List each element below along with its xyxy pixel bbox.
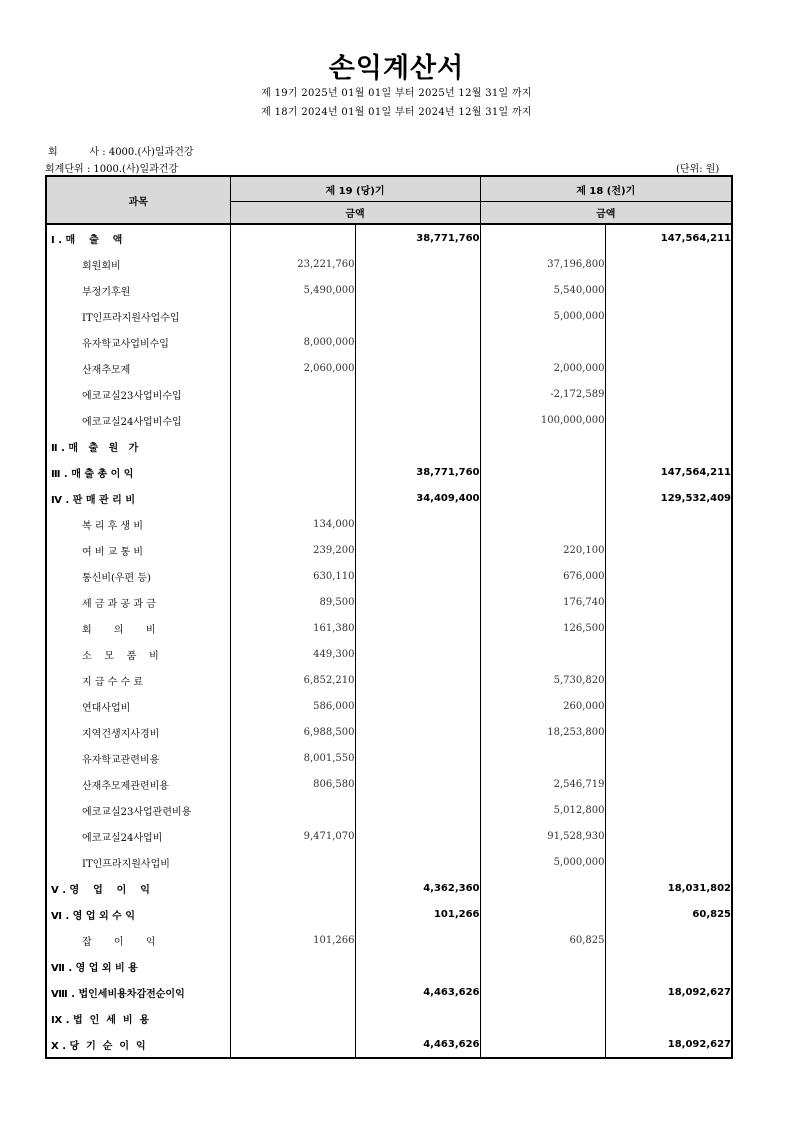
account-label: Ⅸ . 법 인 세 비 용: [46, 1005, 230, 1031]
account-label: 지역건생지사경비: [46, 719, 230, 745]
current-detail-amount: [230, 1005, 355, 1031]
account-label: 회원회비: [46, 251, 230, 277]
prior-total-amount: [605, 1005, 732, 1031]
prior-total-amount: [605, 381, 732, 407]
section-row: [46, 901, 732, 927]
prior-total-amount: [605, 329, 732, 355]
current-detail-amount: [230, 953, 355, 979]
prior-detail-amount: [480, 329, 605, 355]
current-total-amount: [355, 407, 480, 433]
prior-total-amount: 18,092,627: [605, 1031, 732, 1058]
prior-detail-amount: [480, 745, 605, 771]
section-row: [46, 485, 732, 511]
account-label: 에코교실23사업비수입: [46, 381, 230, 407]
current-detail-amount: [230, 224, 355, 251]
period-current: 제 19기 2025년 01월 01일 부터 2025년 12월 31일 까지: [261, 88, 532, 99]
current-total-amount: 38,771,760: [355, 224, 480, 251]
prior-detail-amount: 5,000,000: [480, 303, 605, 329]
prior-detail-amount: [480, 979, 605, 1005]
account-row: [46, 407, 732, 433]
account-label: 복 리 후 생 비: [46, 511, 230, 537]
prior-detail-amount: [480, 875, 605, 901]
account-label: 회 의 비: [46, 615, 230, 641]
current-detail-amount: 6,988,500: [230, 719, 355, 745]
current-detail-amount: [230, 485, 355, 511]
account-label: 에코교실24사업비: [46, 823, 230, 849]
account-label: 지 급 수 수 료: [46, 667, 230, 693]
current-detail-amount: 449,300: [230, 641, 355, 667]
current-total-amount: 38,771,760: [355, 459, 480, 485]
account-label: Ⅵ . 영 업 외 수 익: [46, 901, 230, 927]
prior-detail-amount: 5,730,820: [480, 667, 605, 693]
current-detail-amount: [230, 303, 355, 329]
current-detail-amount: 6,852,210: [230, 667, 355, 693]
account-label: IT인프라지원사업수입: [46, 303, 230, 329]
account-label: 잡 이 익: [46, 927, 230, 953]
prior-total-amount: [605, 745, 732, 771]
current-detail-amount: [230, 433, 355, 459]
prior-detail-amount: [480, 901, 605, 927]
account-row: [46, 251, 732, 277]
section-row: [46, 224, 732, 251]
company-label: 회 사 : 4000.(사)일과건강: [48, 147, 194, 158]
account-row: [46, 797, 732, 823]
current-total-amount: [355, 927, 480, 953]
current-detail-amount: 630,110: [230, 563, 355, 589]
current-total-amount: [355, 849, 480, 875]
account-row: [46, 277, 732, 303]
account-label: 에코교실23사업관련비용: [46, 797, 230, 823]
section-row: [46, 433, 732, 459]
prior-total-amount: [605, 849, 732, 875]
account-row: [46, 927, 732, 953]
account-column-header: 과목: [46, 176, 230, 224]
prior-total-amount: 147,564,211: [605, 224, 732, 251]
account-row: [46, 719, 732, 745]
account-label: 유자학교사업비수입: [46, 329, 230, 355]
prior-total-amount: [605, 771, 732, 797]
current-detail-amount: [230, 407, 355, 433]
prior-detail-amount: [480, 641, 605, 667]
prior-total-amount: [605, 641, 732, 667]
section-row: [46, 1031, 732, 1058]
prior-total-amount: 60,825: [605, 901, 732, 927]
current-total-amount: [355, 589, 480, 615]
current-total-amount: [355, 641, 480, 667]
prior-total-amount: 18,092,627: [605, 979, 732, 1005]
prior-total-amount: [605, 953, 732, 979]
prior-detail-amount: 5,540,000: [480, 277, 605, 303]
account-label: 소 모 품 비: [46, 641, 230, 667]
section-row: [46, 1005, 732, 1031]
prior-detail-amount: 2,546,719: [480, 771, 605, 797]
account-label: Ⅱ . 매 출 원 가: [46, 433, 230, 459]
current-detail-amount: 101,266: [230, 927, 355, 953]
prior-detail-amount: [480, 485, 605, 511]
current-total-amount: [355, 433, 480, 459]
section-row: [46, 979, 732, 1005]
prior-detail-amount: [480, 511, 605, 537]
current-detail-amount: 134,000: [230, 511, 355, 537]
current-detail-amount: [230, 875, 355, 901]
page-title: 손익계산서: [328, 53, 465, 84]
account-row: [46, 693, 732, 719]
prior-period-header: 제 18 (전)기: [480, 176, 732, 202]
prior-detail-amount: [480, 224, 605, 251]
account-row: [46, 589, 732, 615]
prior-detail-amount: [480, 1005, 605, 1031]
current-detail-amount: 2,060,000: [230, 355, 355, 381]
account-row: [46, 355, 732, 381]
current-total-amount: [355, 719, 480, 745]
account-row: [46, 667, 732, 693]
current-total-amount: [355, 667, 480, 693]
current-detail-amount: [230, 797, 355, 823]
section-row: [46, 459, 732, 485]
current-detail-amount: 239,200: [230, 537, 355, 563]
prior-detail-amount: 5,012,800: [480, 797, 605, 823]
account-label: 부정기후원: [46, 277, 230, 303]
prior-total-amount: 129,532,409: [605, 485, 732, 511]
current-total-amount: [355, 1005, 480, 1031]
current-detail-amount: [230, 381, 355, 407]
income-statement-table: [45, 175, 733, 1059]
prior-total-amount: [605, 303, 732, 329]
account-row: [46, 849, 732, 875]
current-detail-amount: [230, 979, 355, 1005]
account-row: [46, 745, 732, 771]
current-total-amount: 101,266: [355, 901, 480, 927]
account-label: IT인프라지원사업비: [46, 849, 230, 875]
current-detail-amount: 586,000: [230, 693, 355, 719]
current-total-amount: [355, 381, 480, 407]
prior-detail-amount: [480, 433, 605, 459]
prior-total-amount: [605, 407, 732, 433]
prior-detail-amount: 37,196,800: [480, 251, 605, 277]
current-detail-amount: 89,500: [230, 589, 355, 615]
prior-total-amount: [605, 615, 732, 641]
current-detail-amount: [230, 1031, 355, 1058]
prior-total-amount: [605, 719, 732, 745]
prior-detail-amount: [480, 1031, 605, 1058]
account-label: 통신비(우편 등): [46, 563, 230, 589]
section-row: [46, 875, 732, 901]
prior-total-amount: [605, 693, 732, 719]
prior-total-amount: [605, 927, 732, 953]
account-label: 세 금 과 공 과 금: [46, 589, 230, 615]
current-period-header: 제 19 (당)기: [230, 176, 480, 202]
current-total-amount: 4,463,626: [355, 1031, 480, 1058]
account-row: [46, 563, 732, 589]
prior-total-amount: [605, 251, 732, 277]
account-row: [46, 823, 732, 849]
account-row: [46, 303, 732, 329]
prior-total-amount: [605, 355, 732, 381]
prior-total-amount: [605, 823, 732, 849]
current-total-amount: [355, 823, 480, 849]
prior-total-amount: 18,031,802: [605, 875, 732, 901]
current-detail-amount: 23,221,760: [230, 251, 355, 277]
prior-amount-header: 금액: [480, 202, 732, 225]
current-total-amount: 34,409,400: [355, 485, 480, 511]
account-row: [46, 537, 732, 563]
prior-total-amount: [605, 433, 732, 459]
prior-total-amount: [605, 511, 732, 537]
prior-detail-amount: 260,000: [480, 693, 605, 719]
section-row: [46, 953, 732, 979]
prior-total-amount: [605, 537, 732, 563]
prior-detail-amount: 5,000,000: [480, 849, 605, 875]
prior-total-amount: [605, 563, 732, 589]
current-detail-amount: [230, 849, 355, 875]
prior-detail-amount: 2,000,000: [480, 355, 605, 381]
current-amount-header: 금액: [230, 202, 480, 225]
current-detail-amount: 9,471,070: [230, 823, 355, 849]
current-total-amount: [355, 771, 480, 797]
current-total-amount: [355, 537, 480, 563]
account-row: [46, 381, 732, 407]
current-total-amount: [355, 329, 480, 355]
current-total-amount: [355, 277, 480, 303]
current-detail-amount: 806,580: [230, 771, 355, 797]
current-detail-amount: [230, 901, 355, 927]
prior-total-amount: 147,564,211: [605, 459, 732, 485]
current-detail-amount: 8,001,550: [230, 745, 355, 771]
account-row: [46, 641, 732, 667]
statement-body: [46, 224, 732, 1058]
current-detail-amount: 8,000,000: [230, 329, 355, 355]
currency-unit-note: (단위: 원): [676, 164, 720, 175]
account-label: Ⅰ . 매 출 액: [46, 224, 230, 251]
account-label: 연대사업비: [46, 693, 230, 719]
current-total-amount: [355, 303, 480, 329]
account-row: [46, 771, 732, 797]
prior-detail-amount: 676,000: [480, 563, 605, 589]
prior-detail-amount: 220,100: [480, 537, 605, 563]
accounting-unit-label: 회계단위 : 1000.(사)일과건강: [45, 164, 179, 175]
prior-detail-amount: 91,528,930: [480, 823, 605, 849]
current-total-amount: [355, 355, 480, 381]
prior-total-amount: [605, 797, 732, 823]
prior-detail-amount: -2,172,589: [480, 381, 605, 407]
current-total-amount: [355, 797, 480, 823]
prior-total-amount: [605, 589, 732, 615]
current-detail-amount: 161,380: [230, 615, 355, 641]
prior-detail-amount: 126,500: [480, 615, 605, 641]
current-total-amount: [355, 693, 480, 719]
account-row: [46, 511, 732, 537]
account-label: 산재추모제: [46, 355, 230, 381]
account-label: Ⅴ . 영 업 이 익: [46, 875, 230, 901]
prior-detail-amount: 60,825: [480, 927, 605, 953]
current-total-amount: 4,463,626: [355, 979, 480, 1005]
account-label: Ⅷ . 법인세비용차감전순이익: [46, 979, 230, 1005]
prior-detail-amount: [480, 459, 605, 485]
current-total-amount: [355, 251, 480, 277]
prior-total-amount: [605, 667, 732, 693]
account-label: Ⅶ . 영 업 외 비 용: [46, 953, 230, 979]
period-prior: 제 18기 2024년 01월 01일 부터 2024년 12월 31일 까지: [261, 107, 532, 118]
account-row: [46, 329, 732, 355]
current-detail-amount: [230, 459, 355, 485]
account-row: [46, 615, 732, 641]
prior-detail-amount: 18,253,800: [480, 719, 605, 745]
account-label: 산재추모제관련비용: [46, 771, 230, 797]
account-label: Ⅳ . 판 매 관 리 비: [46, 485, 230, 511]
current-detail-amount: 5,490,000: [230, 277, 355, 303]
account-label: 여 비 교 통 비: [46, 537, 230, 563]
account-label: Ⅲ . 매 출 총 이 익: [46, 459, 230, 485]
prior-detail-amount: [480, 953, 605, 979]
prior-total-amount: [605, 277, 732, 303]
prior-detail-amount: 176,740: [480, 589, 605, 615]
account-label: 유자학교관련비용: [46, 745, 230, 771]
account-label: 에코교실24사업비수입: [46, 407, 230, 433]
current-total-amount: [355, 563, 480, 589]
current-total-amount: [355, 511, 480, 537]
prior-detail-amount: 100,000,000: [480, 407, 605, 433]
account-label: Ⅹ . 당 기 순 이 익: [46, 1031, 230, 1058]
current-total-amount: [355, 745, 480, 771]
current-total-amount: 4,362,360: [355, 875, 480, 901]
current-total-amount: [355, 953, 480, 979]
current-total-amount: [355, 615, 480, 641]
